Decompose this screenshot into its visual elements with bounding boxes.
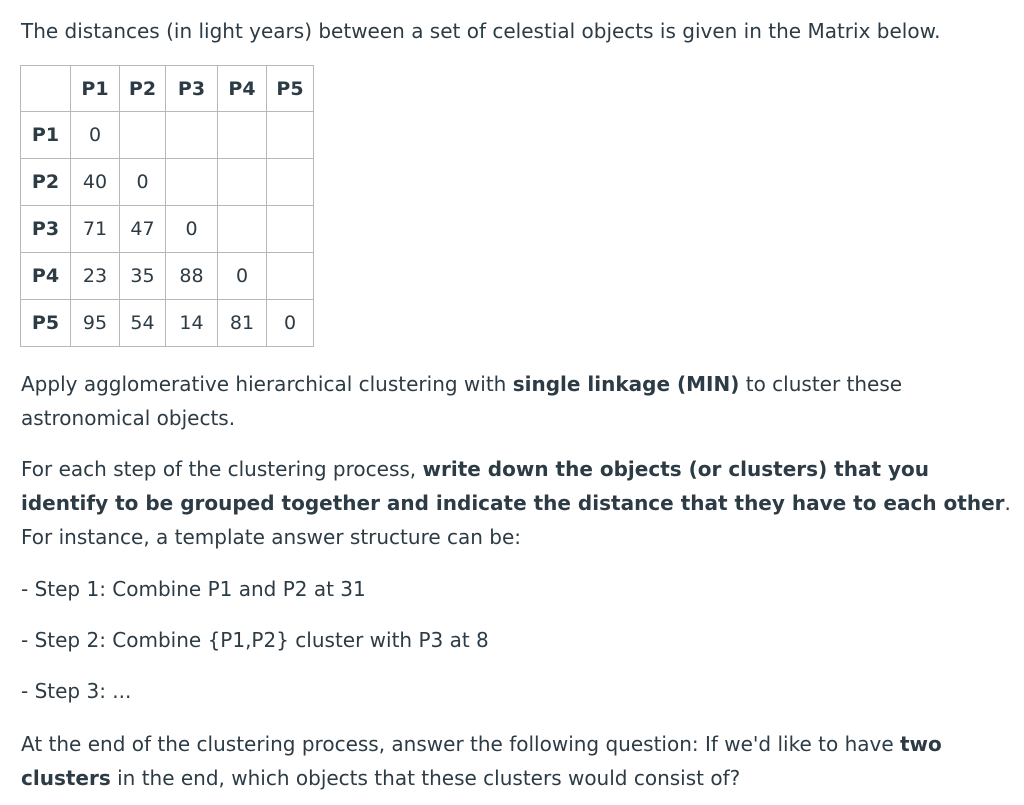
intro-text: The distances (in light years) between a set of celestial objects is given in the Matrix below. — [21, 19, 941, 43]
matrix-cell: 0 — [267, 300, 314, 347]
matrix-cell: 23 — [71, 253, 120, 300]
matrix-cell: 54 — [120, 300, 166, 347]
matrix-corner-cell — [21, 66, 71, 112]
matrix-cell — [218, 206, 267, 253]
matrix-row — [21, 300, 314, 347]
matrix-cell — [267, 253, 314, 300]
final-question-text-end: in the end, which objects that these clusters would consist of? — [110, 766, 741, 790]
matrix-cell: 81 — [218, 300, 267, 347]
matrix-row — [21, 112, 314, 159]
apply-bold-text: single linkage (MIN) — [512, 372, 740, 396]
matrix-cell — [218, 112, 267, 159]
matrix-col-header: P4 — [218, 66, 267, 112]
matrix-row-header: P1 — [21, 112, 71, 159]
template-step-3: - Step 3: ... — [21, 679, 132, 703]
matrix-cell — [120, 112, 166, 159]
matrix-cell — [267, 206, 314, 253]
matrix-col-header: P3 — [166, 66, 218, 112]
matrix-row-header: P5 — [21, 300, 71, 347]
template-step-2: - Step 2: Combine {P1,P2} cluster with P3 at 8 — [21, 628, 489, 652]
step-instruction — [21, 452, 1011, 554]
apply-text: Apply agglomerative hierarchical clustering with — [21, 372, 513, 396]
final-question-text: At the end of the clustering process, answer the following question: If we'd like to have — [21, 732, 900, 756]
step-instruction-text: For each step of the clustering process, — [21, 457, 423, 481]
matrix-row-header: P2 — [21, 159, 71, 206]
matrix-cell: 0 — [218, 253, 267, 300]
matrix-row — [21, 253, 314, 300]
matrix-cell — [166, 159, 218, 206]
apply-text-end: to cluster these astronomical objects. — [21, 372, 903, 430]
apply-instruction — [21, 367, 1011, 435]
matrix-cell — [218, 159, 267, 206]
template-step-1: - Step 1: Combine P1 and P2 at 31 — [21, 577, 366, 601]
matrix-row-header: P3 — [21, 206, 71, 253]
matrix-cell — [166, 112, 218, 159]
matrix-cell: 0 — [166, 206, 218, 253]
matrix-row-header: P4 — [21, 253, 71, 300]
matrix-row — [21, 206, 314, 253]
step-instruction-text-end: . For instance, a template answer structure can be: — [21, 491, 1011, 549]
matrix-cell — [267, 159, 314, 206]
matrix-cell: 0 — [120, 159, 166, 206]
matrix-cell: 14 — [166, 300, 218, 347]
matrix-col-header: P2 — [120, 66, 166, 112]
matrix-cell: 0 — [71, 112, 120, 159]
matrix-cell: 88 — [166, 253, 218, 300]
matrix-cell: 95 — [71, 300, 120, 347]
distance-matrix — [20, 65, 314, 347]
matrix-cell: 35 — [120, 253, 166, 300]
final-question — [21, 727, 1011, 795]
matrix-cell: 71 — [71, 206, 120, 253]
matrix-col-header: P5 — [267, 66, 314, 112]
matrix-cell: 40 — [71, 159, 120, 206]
step-instruction-bold-text: write down the objects (or clusters) that you identify to be grouped together and indicate the distance that they have to each other — [21, 457, 1005, 515]
final-question-bold-text: two clusters — [21, 732, 942, 790]
matrix-row — [21, 159, 314, 206]
matrix-cell: 47 — [120, 206, 166, 253]
matrix-cell — [267, 112, 314, 159]
matrix-col-header: P1 — [71, 66, 120, 112]
matrix-header-row — [21, 66, 314, 112]
